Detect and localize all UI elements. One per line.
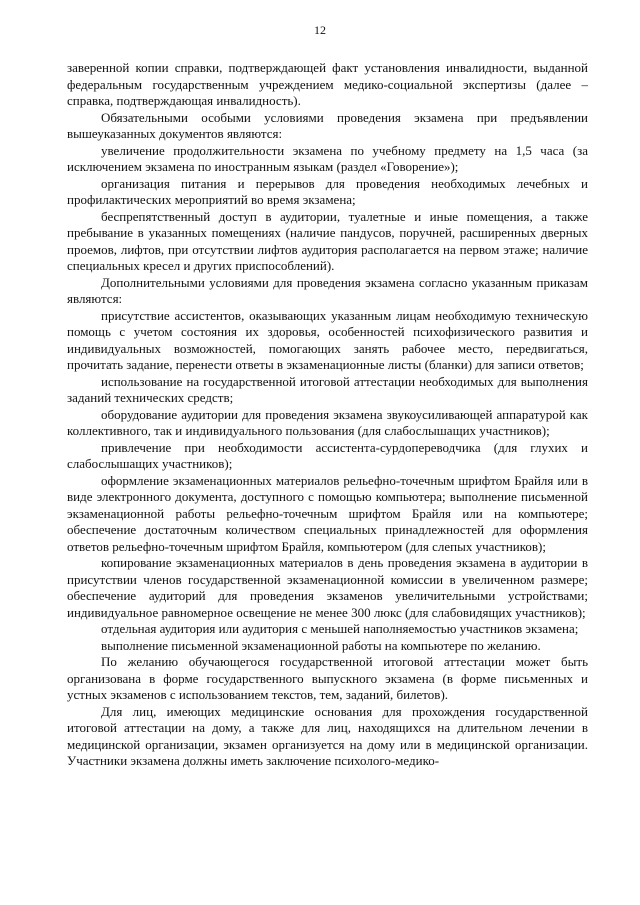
- paragraph: Обязательными особыми условиями проведения экзамена при предъявлении вышеуказанных документов являются:: [67, 109, 588, 141]
- paragraph: Дополнительными условиями для проведения экзамена согласно указанным приказам являются:: [67, 274, 588, 306]
- paragraph: копирование экзаменационных материалов в день проведения экзамена в аудитории в присутствии членов государственной экзаменационной комиссии в увеличенном размере; обеспечение аудиторий для проведения экзаменов увеличительными устройствами; индивидуальное равномерное освещение не менее 300 люкс (для слабовидящих участников);: [67, 555, 588, 620]
- paragraph: оборудование аудитории для проведения экзамена звукоусиливающей аппаратурой как коллективного, так и индивидуального пользования (для слабослышащих участников);: [67, 406, 588, 438]
- paragraph: привлечение при необходимости ассистента-сурдопереводчика (для глухих и слабослышащих участников);: [67, 439, 588, 471]
- paragraph: выполнение письменной экзаменационной работы на компьютере по желанию.: [101, 637, 541, 653]
- page-number: 12: [314, 23, 326, 37]
- paragraph: увеличение продолжительности экзамена по учебному предмету на 1,5 часа (за исключением экзамена по иностранным языкам (раздел «Говорение»);: [67, 142, 588, 174]
- paragraph: заверенной копии справки, подтверждающей факт установления инвалидности, выданной федеральным государственным учреждением медико-социальной экспертизы (далее – справка, подтверждающая инвалидность).: [67, 60, 588, 108]
- paragraph: оформление экзаменационных материалов рельефно-точечным шрифтом Брайля или в виде электронного документа, доступного с помощью компьютера; выполнение письменной экзаменационной работы рельефно-точечным шрифтом Брайля или на компьютере; обеспечение достаточным количеством специальных принадлежностей для оформления ответов рельефно-точечным шрифтом Брайля, компьютером (для слепых участников);: [67, 472, 588, 554]
- paragraph: присутствие ассистентов, оказывающих указанным лицам необходимую техническую помощь с учетом состояния их здоровья, особенностей психофизического развития и индивидуальных возможностей, помогающих занять рабочее место, передвигаться, прочитать задание, перенести ответы в экзаменационные листы (бланки) для записи ответов;: [67, 307, 588, 372]
- paragraph: По желанию обучающегося государственной итоговой аттестации может быть организована в форме государственного выпускного экзамена (в форме письменных и устных экзаменов с использованием текстов, тем, заданий, билетов).: [67, 654, 588, 702]
- paragraph: Для лиц, имеющих медицинские основания для прохождения государственной итоговой аттестации на дому, а также для лиц, находящихся на длительном лечении в медицинской организации, экзамен организуется на дому или в медицинской организации. Участники экзамена должны иметь заключение психолого-медико-: [67, 703, 588, 768]
- paragraph: отдельная аудитория или аудитория с меньшей наполняемостью участников экзамена;: [101, 621, 579, 636]
- paragraph: беспрепятственный доступ в аудитории, туалетные и иные помещения, а также пребывание в указанных помещениях (наличие пандусов, поручней, расширенных дверных проемов, лифтов, при отсутствии лифтов аудитория располагается на первом этаже; наличие специальных кресел и других приспособлений).: [67, 208, 588, 273]
- document-body: [67, 60, 588, 770]
- paragraph: использование на государственной итоговой аттестации необходимых для выполнения заданий технических средств;: [67, 373, 588, 405]
- paragraph: организация питания и перерывов для проведения необходимых лечебных и профилактических мероприятий во время экзамена;: [67, 175, 588, 207]
